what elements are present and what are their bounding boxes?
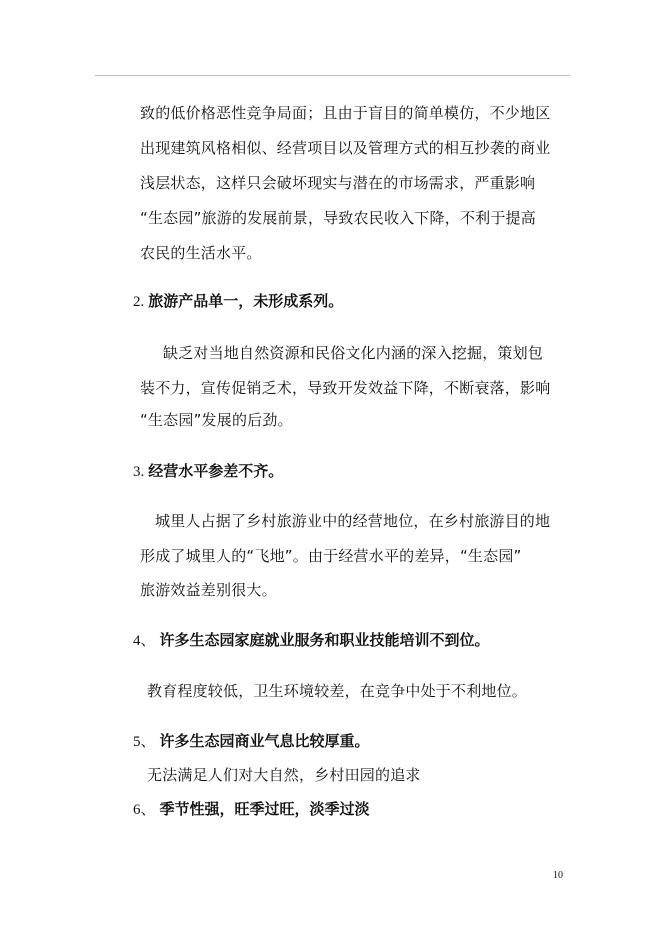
paragraph-line: 旅游效益差别很大。 bbox=[140, 581, 277, 599]
paragraph-line: 农民的生活水平。 bbox=[140, 244, 262, 262]
paragraph-line: “生态园”旅游的发展前景，导致农民收入下降，不利于提高 bbox=[140, 209, 536, 227]
heading-text: 许多生态园家庭就业服务和职业技能培训不到位。 bbox=[159, 631, 490, 649]
paragraph-line: 城里人占据了乡村旅游业中的经营地位，在乡村旅游目的地 bbox=[155, 512, 551, 530]
section-heading-6 bbox=[133, 799, 370, 820]
paragraph-line: 形成了城里人的“飞地”。由于经营水平的差异，“生态园” bbox=[140, 547, 522, 565]
header-rule bbox=[95, 75, 570, 76]
paragraph-line: 出现建筑风格相似、经营项目以及管理方式的相互抄袭的商业 bbox=[140, 139, 551, 157]
heading-number: 3. bbox=[133, 464, 145, 480]
page-number: 10 bbox=[553, 870, 563, 881]
section-heading-2 bbox=[133, 291, 343, 312]
heading-text: 经营水平参差不齐。 bbox=[148, 462, 284, 480]
paragraph-line: 缺乏对当地自然资源和民俗文化内涵的深入挖掘，策划包 bbox=[163, 344, 544, 362]
paragraph-line: 教育程度较低，卫生环境较差，在竞争中处于不利地位。 bbox=[147, 682, 528, 700]
paragraph-line: “生态园”发展的后劲。 bbox=[140, 411, 293, 429]
heading-text: 许多生态园商业气息比较厚重。 bbox=[159, 732, 370, 750]
paragraph-line: 致的低价格恶性竞争局面；且由于盲目的简单模仿，不少地区 bbox=[140, 104, 551, 122]
section-heading-5 bbox=[133, 731, 370, 752]
section-heading-4 bbox=[133, 630, 490, 651]
paragraph-line: 浅层状态，这样只会破坏现实与潜在的市场需求，严重影响 bbox=[140, 174, 536, 192]
heading-number: 6、 bbox=[133, 802, 156, 818]
paragraph-line: 装不力，宣传促销乏术，导致开发效益下降，不断衰落，影响 bbox=[140, 379, 551, 397]
heading-number: 2. bbox=[133, 294, 145, 310]
heading-number: 4、 bbox=[133, 633, 156, 649]
heading-text: 季节性强，旺季过旺，淡季过淡 bbox=[159, 800, 370, 818]
heading-text: 旅游产品单一，未形成系列。 bbox=[148, 292, 344, 310]
paragraph-line: 无法满足人们对大自然，乡村田园的追求 bbox=[147, 766, 421, 784]
heading-number: 5、 bbox=[133, 734, 156, 750]
section-heading-3 bbox=[133, 461, 283, 482]
